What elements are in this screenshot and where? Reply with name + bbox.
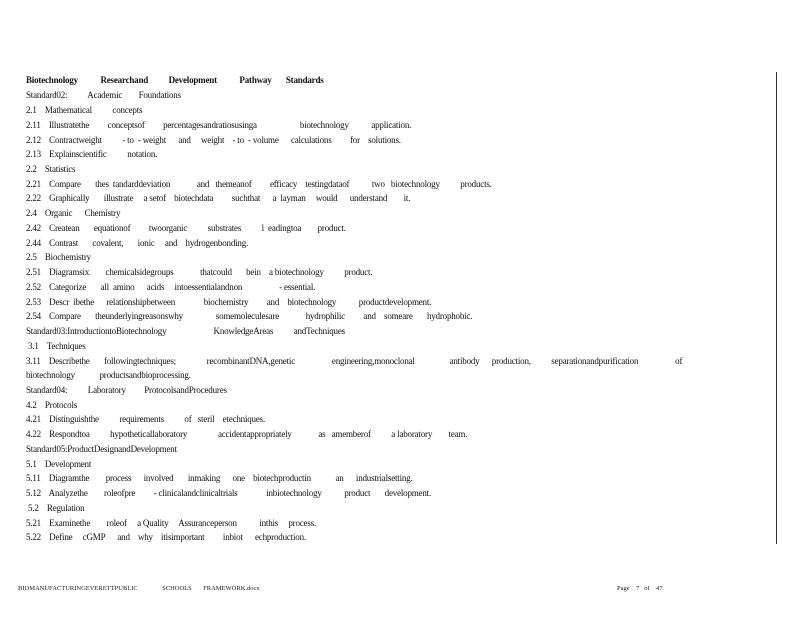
doc-heading: Biotechnology Researchand Development Pathway Standards [26, 75, 324, 85]
doc-line: 4.21 Distinguishthe requirements of steril etechniques. [26, 414, 266, 424]
doc-line: 3.1 Techniques [26, 341, 86, 351]
doc-line: 2.12 Contractweight - to - weight and weight - to - volume calculations for solutions. [26, 135, 401, 145]
doc-line: 4.2 Protocols [26, 400, 78, 410]
doc-line: 5.1 Development [26, 459, 92, 469]
doc-line: 2.5 Biochemistry [26, 252, 91, 262]
doc-line: Standard05:ProductDesignandDevelopment [26, 444, 177, 454]
doc-line: 3.11 Describethe followingtechniques; recombinantDNA,genetic engineering,monoclonal antibody production, separationandpurification of [26, 356, 683, 366]
doc-line: 5.22 Define cGMP and why itisimportant inbiot echproduction. [26, 532, 306, 542]
footer-page-number: Page 7 of 47 [617, 585, 663, 592]
doc-line: 2.44 Contrast covalent, ionic and hydrogenbonding. [26, 238, 249, 248]
doc-line: Standard04: Laboratory ProtocolsandProcedures [26, 385, 227, 395]
doc-line: 2.2 Statistics [26, 164, 76, 174]
doc-line: 5.2 Regulation [26, 503, 85, 513]
doc-line: 2.53 Descr ibethe relationshipbetween biochemistry and biotechnology productdevelopment. [26, 297, 432, 307]
doc-line: 5.12 Analyzethe roleofpre - clinicalandclinicaltrials inbiotechnology product development. [26, 488, 431, 498]
doc-line: 4.22 Respondtoa hypotheticallaboratory accidentappropriately as amemberof a laboratory team. [26, 429, 468, 439]
doc-line: 2.51 Diagramsix chemicalsidegroups thatcould bein a biotechnology product. [26, 267, 373, 277]
doc-line: 5.11 Diagramthe process involved inmaking one biotechproductin an industrialsetting. [26, 473, 413, 483]
doc-line: 2.13 Explainscientific notation. [26, 149, 158, 159]
doc-line: 2.42 Createan equationof twoorganic substrates l eadingtoa product. [26, 223, 346, 233]
doc-line: 2.1 Mathematical concepts [26, 105, 143, 115]
right-margin-rule [776, 72, 777, 544]
doc-line: Standard03:IntroductiontoBiotechnology KnowledgeAreas andTechniques [26, 326, 345, 336]
doc-line: 2.21 Compare thes tandarddeviation and themeanof efficacy testingdataof two biotechnology products. [26, 179, 492, 189]
doc-line: 2.54 Compare theunderlyingreasonswhy somemoleculesare hydrophilic and someare hydrophobic. [26, 311, 473, 321]
doc-line: 2.11 Illustratethe conceptsof percentagesandratiosusinga biotechnology application. [26, 120, 412, 130]
doc-line: 2.4 Organic Chemistry [26, 208, 121, 218]
doc-line: Standard02: Academic Foundations [26, 90, 181, 100]
doc-line: 5.21 Examinethe roleof a Quality Assuranceperson inthis process. [26, 518, 316, 528]
doc-line: 2.52 Categorize all amino acids intoessentialandnon - essential. [26, 282, 316, 292]
doc-line: 2.22 Graphically illustrate a setof biotechdata suchthat a layman would understand it. [26, 193, 411, 203]
doc-line: biotechnology productsandbioprocessing. [26, 370, 191, 380]
footer-filename: BIOMANUFACTURINGEVERETTPUBLIC SCHOOLS FRAMEWORK.docx [18, 585, 260, 592]
